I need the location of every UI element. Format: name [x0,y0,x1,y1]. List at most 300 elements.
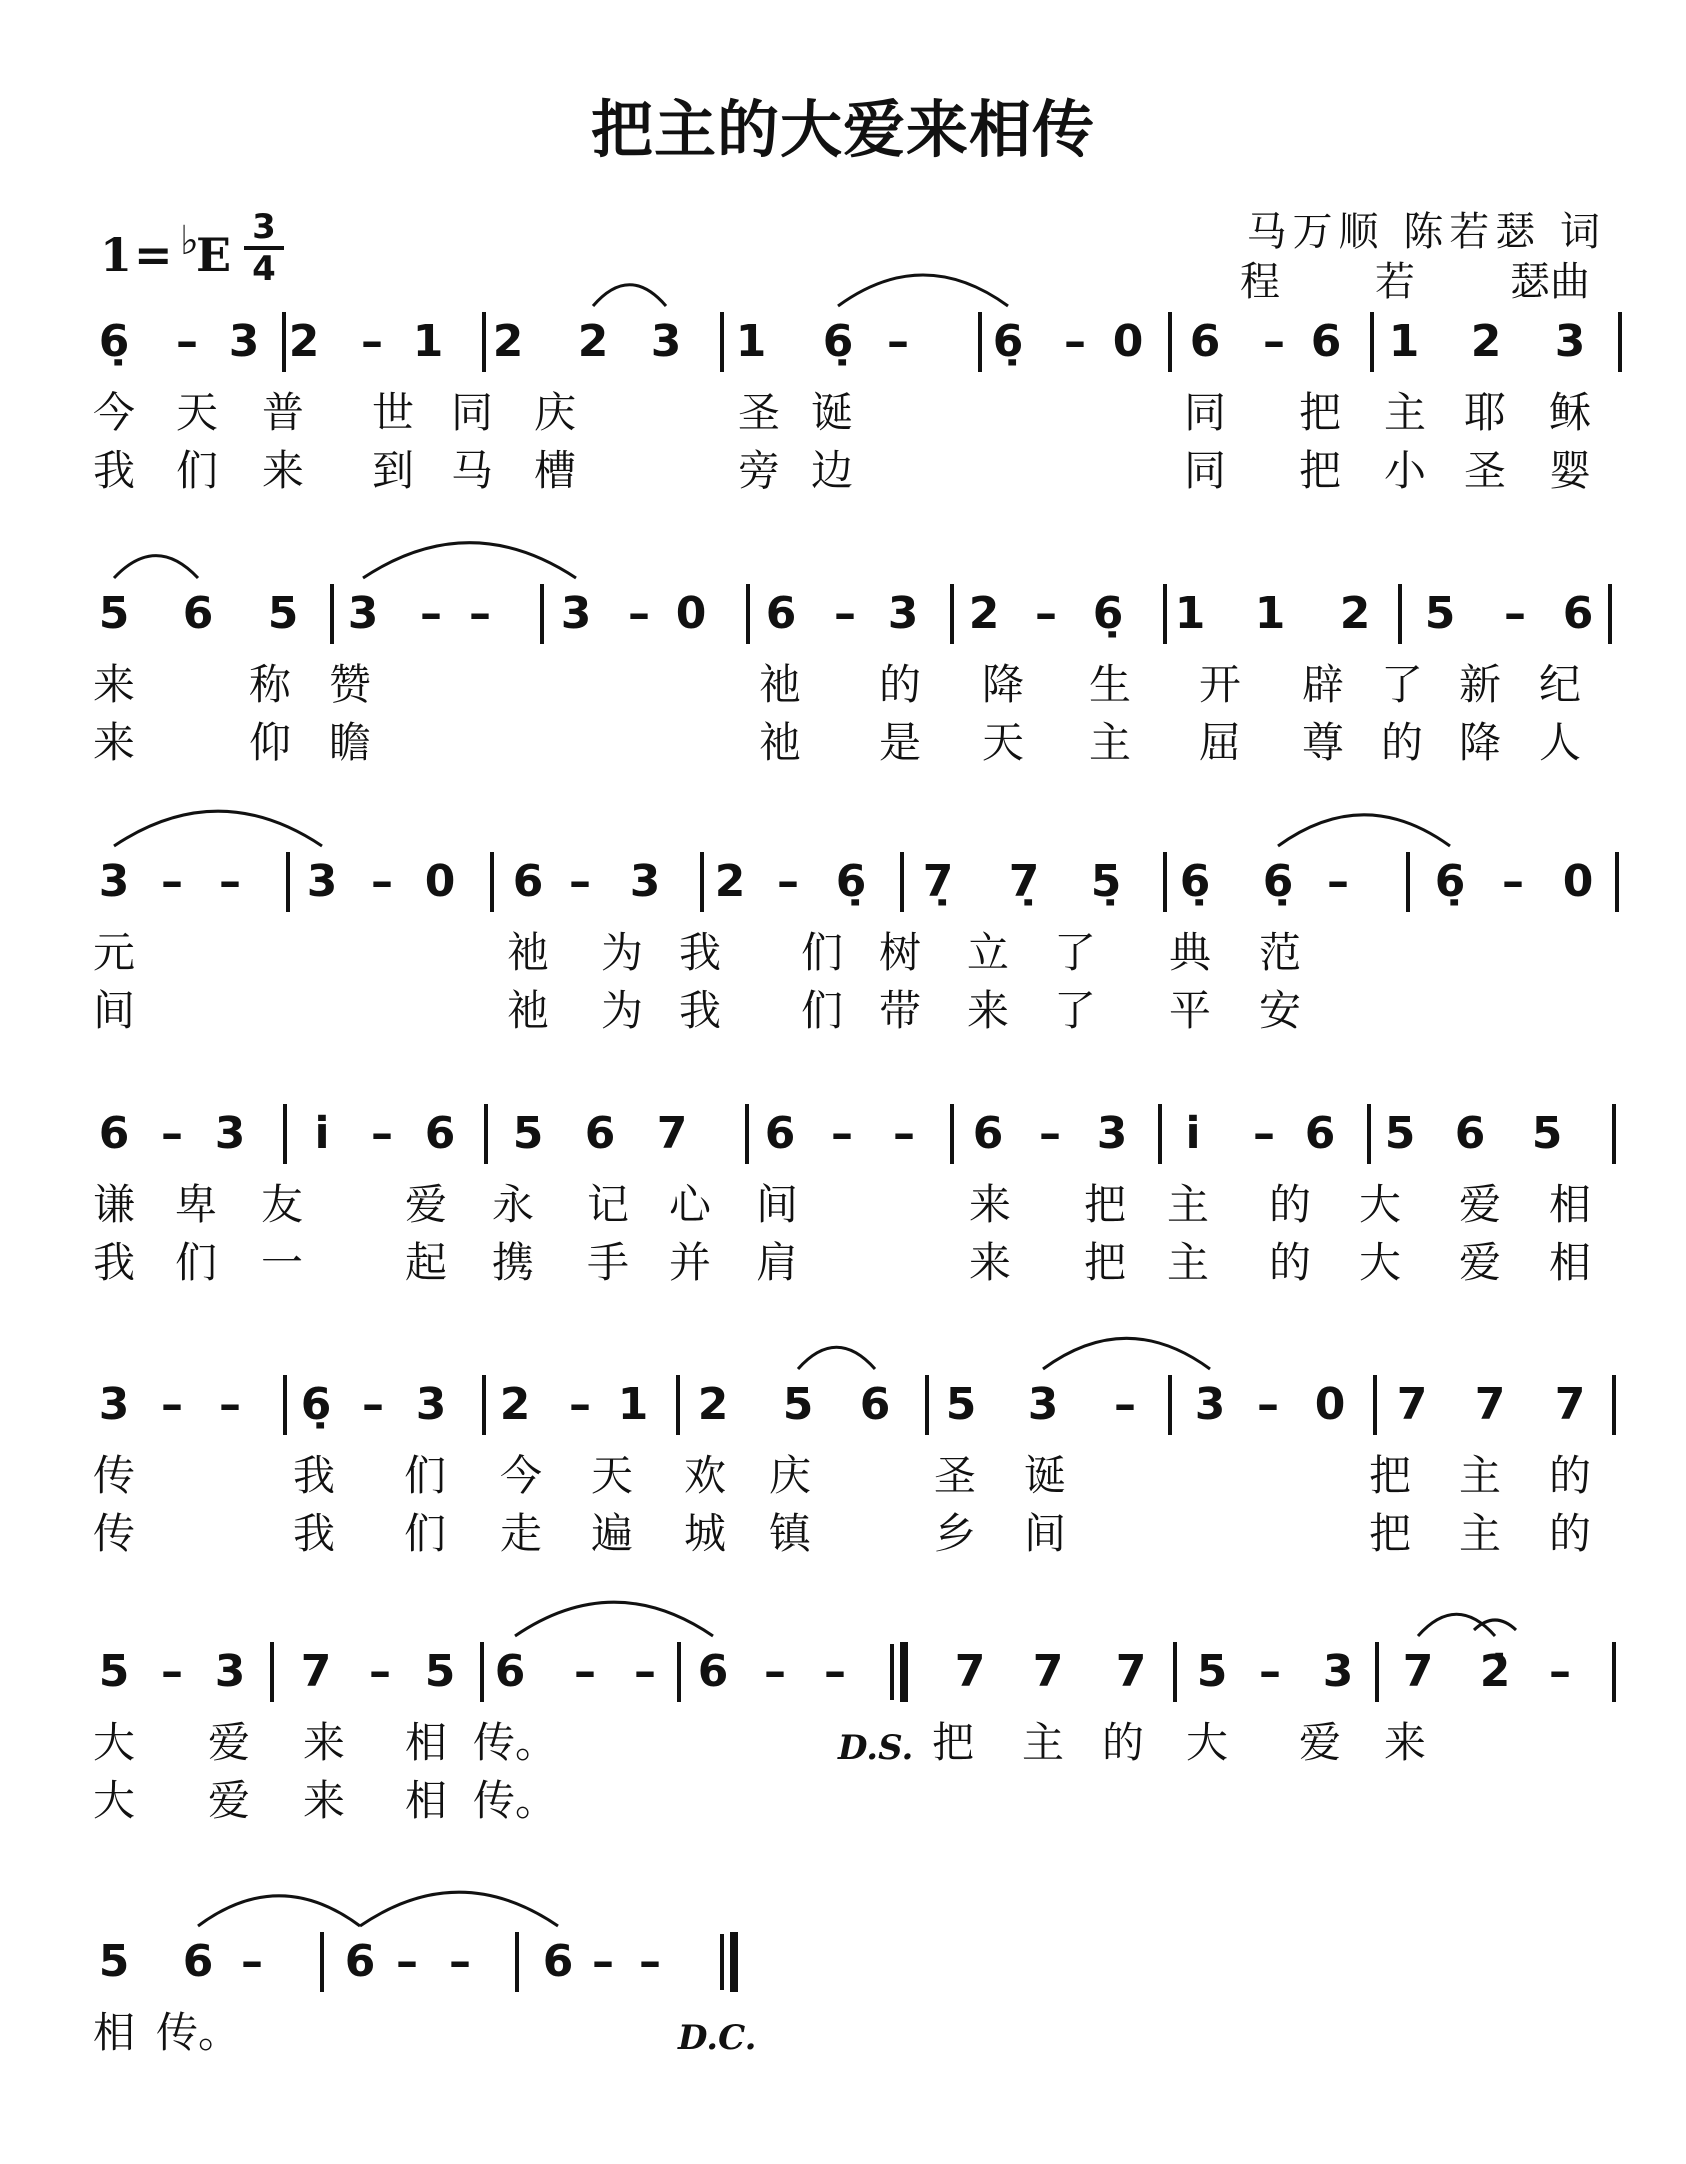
lyric-char: 们 [174,1238,218,1287]
jianpu-note: – [569,856,591,907]
slur [1278,815,1450,846]
lyric-char: 祂 [758,718,802,767]
jianpu-note: 6̣ [1179,856,1211,907]
time-signature [244,207,284,289]
dal-segno-marker: D.S. [838,1728,914,1768]
jianpu-note: 6 [859,1379,891,1430]
lyric-char: 把 [1083,1180,1127,1229]
time-signature-bottom: 4 [252,249,276,289]
jianpu-note: – [1504,588,1526,639]
lyric-char: 圣 [1463,446,1507,495]
lyric-char: 来 [1383,1718,1427,1767]
lyric-char: 主 [1088,718,1132,767]
jianpu-note: – [420,588,442,639]
lyric-char: 走 [499,1509,543,1558]
bar-line [480,1642,484,1702]
jianpu-note: 5 [945,1379,977,1430]
lyric-char: 尊 [1301,718,1345,767]
lyric-char: 大 [1358,1180,1402,1229]
jianpu-note: 6 [972,1108,1004,1159]
lyric-char: 我 [292,1509,336,1558]
lyric-char: 一 [260,1238,304,1287]
jianpu-note: 5 [1196,1646,1228,1697]
jianpu-note: – [449,1936,471,1987]
lyric-char: 仰 [248,718,292,767]
jianpu-note: 6̣ [835,856,867,907]
jianpu-note: – [887,316,909,367]
jianpu-note: 6 [764,1108,796,1159]
lyric-char: 相 [404,1718,448,1767]
lyric-char: 主 [1021,1718,1065,1767]
lyric-char: 大 [92,1718,136,1767]
jianpu-note: 6 [182,588,214,639]
bar-line [482,1375,486,1435]
jianpu-note: 0 [1314,1379,1346,1430]
jianpu-note: 3 [650,316,682,367]
lyric-char: 旁 [737,446,781,495]
lyric-char: 主 [1458,1509,1502,1558]
lyric-char: 相 [404,1776,448,1825]
lyric-char: 今 [499,1451,543,1500]
jianpu-note: 5 [1384,1108,1416,1159]
lyric-char: 大 [1358,1238,1402,1287]
composer-char: 程 [1240,259,1280,305]
lyric-char: 携 [491,1238,535,1287]
lyric-char: 来 [302,1718,346,1767]
lyric-char: 同 [450,388,494,437]
lyric-char: 耶 [1463,388,1507,437]
lyric-char: 马 [450,446,494,495]
jianpu-note: 7 [954,1646,986,1697]
jianpu-note: – [219,1379,241,1430]
lyric-char: 起 [404,1238,448,1287]
slur [114,556,198,578]
jianpu-note: 2 [697,1379,729,1430]
bar-line [515,1932,519,1992]
bar-line [1406,852,1410,912]
lyric-char: 开 [1198,660,1242,709]
jianpu-note: 3 [347,588,379,639]
lyric-char: 镇 [768,1509,812,1558]
lyric-char: 把 [1298,388,1342,437]
jianpu-note: 1 [1254,588,1286,639]
jianpu-note: – [241,1936,263,1987]
lyric-char: 乡 [933,1509,977,1558]
lyric-char: 的 [878,660,922,709]
jianpu-note: 2 [492,316,524,367]
lyric-char: 称 [248,660,292,709]
jianpu-note: 6̣ [1434,856,1466,907]
lyric-char: 谦 [92,1180,136,1229]
slur [838,275,1008,306]
jianpu-note: – [161,1646,183,1697]
jianpu-note: 3 [1554,316,1586,367]
bar-line [745,1104,749,1164]
lyric-char: 屈 [1198,718,1242,767]
jianpu-note: 7 [1396,1379,1428,1430]
lyric-char: 主 [1166,1180,1210,1229]
jianpu-note: 6 [584,1108,616,1159]
lyric-char: 爱 [207,1776,251,1825]
lyric-char: 今 [92,388,136,437]
jianpu-note: – [362,1379,384,1430]
jianpu-note: – [371,856,393,907]
lyric-char: 是 [878,718,922,767]
jianpu-note: 2 [577,316,609,367]
lyric-char: 婴 [1548,446,1592,495]
lyric-char: 庆 [768,1451,812,1500]
jianpu-note: 7̣ [1008,856,1040,907]
bar-line [1367,1104,1371,1164]
jianpu-note: 2 [1339,588,1371,639]
bar-line [330,584,334,644]
slur [1043,1338,1210,1369]
lyric-char: 新 [1458,660,1502,709]
jianpu-note: 2 [714,856,746,907]
lyric-char: 小 [1383,446,1427,495]
jianpu-note: 5 [98,588,130,639]
jianpu-note: 7 [656,1108,688,1159]
jianpu-note: 7 [1402,1646,1434,1697]
lyric-char: 降 [981,660,1025,709]
bar-line [1618,312,1622,372]
lyric-char: 传。 [155,2008,241,2057]
lyric-char: 相 [1548,1180,1592,1229]
bar-line [950,584,954,644]
lyric-char: 我 [678,928,722,977]
jianpu-note: – [1064,316,1086,367]
jianpu-note: 5 [782,1379,814,1430]
jianpu-note: – [161,1379,183,1430]
jianpu-note: – [1035,588,1057,639]
slur [1418,1614,1495,1636]
lyric-char: 我 [292,1451,336,1500]
lyric-char: 永 [491,1180,535,1229]
lyric-char: 槽 [533,446,577,495]
lyric-char: 的 [1548,1451,1592,1500]
jianpu-note: 6 [512,856,544,907]
lyric-char: 传。 [472,1776,558,1825]
lyric-char: 立 [966,928,1010,977]
lyric-char: 把 [1368,1509,1412,1558]
bar-line [484,1104,488,1164]
bar-line [1370,312,1374,372]
jianpu-note: – [824,1646,846,1697]
jianpu-note: 2 [1470,316,1502,367]
lyric-char: 们 [800,928,844,977]
jianpu-note: 6 [424,1108,456,1159]
jianpu-note: 6 [182,1936,214,1987]
page-title: 把主的大爱来相传 [590,93,1095,166]
jianpu-note: 6 [765,588,797,639]
jianpu-note: – [1114,1379,1136,1430]
jianpu-note: – [592,1936,614,1987]
time-signature-top: 3 [252,207,276,247]
jianpu-note: – [469,588,491,639]
jianpu-note: – [1253,1108,1275,1159]
jianpu-note: 5 [98,1936,130,1987]
lyric-char: 的 [1380,718,1424,767]
bar-line [286,852,290,912]
lyric-char: 来 [966,986,1010,1035]
bar-line [1615,852,1619,912]
lyric-char: 来 [261,446,305,495]
lyric-char: 的 [1268,1180,1312,1229]
lyric-char: 到 [371,446,415,495]
jianpu-note: 5 [1531,1108,1563,1159]
composer-char: 瑟曲 [1510,259,1590,305]
lyric-char: 祂 [506,986,550,1035]
jianpu-note: 6 [1310,316,1342,367]
lyric-char: 边 [810,446,854,495]
jianpu-note: 6̣ [98,316,130,367]
jianpu-note: – [834,588,856,639]
jianpu-note: 6 [1454,1108,1486,1159]
lyric-char: 来 [968,1238,1012,1287]
jianpu-note: 6̣ [300,1379,332,1430]
slur [198,1896,360,1926]
bar-line [676,1375,680,1435]
lyric-char: 了 [1053,928,1097,977]
jianpu-note: – [1502,856,1524,907]
bar-line [950,1104,954,1164]
jianpu-note: 2̇ [1479,1646,1511,1697]
jianpu-note: 3 [98,856,130,907]
slur [593,285,666,306]
lyric-char: 友 [260,1180,304,1229]
lyric-char: 普 [261,388,305,437]
lyric-char: 祂 [506,928,550,977]
jianpu-note: 5 [98,1646,130,1697]
lyric-char: 为 [600,986,644,1035]
lyric-char: 并 [668,1238,712,1287]
jianpu-note: – [1549,1646,1571,1697]
jianpu-note: 6 [1304,1108,1336,1159]
lyric-char: 相 [1548,1238,1592,1287]
jianpu-note: – [369,1646,391,1697]
key-signature-prefix: 1= [100,228,175,282]
jianpu-note: 3 [1096,1108,1128,1159]
bar-line [1163,584,1167,644]
jianpu-note: 6̣ [992,316,1024,367]
lyric-char: 们 [403,1509,447,1558]
jianpu-note: 7 [1554,1379,1586,1430]
jianpu-note: 5 [424,1646,456,1697]
bar-line [1163,852,1167,912]
bar-line [1612,1375,1616,1435]
jianpu-note: 7 [1115,1646,1147,1697]
lyric-char: 稣 [1548,388,1592,437]
jianpu-note: – [893,1108,915,1159]
lyric-char: 把 [1083,1238,1127,1287]
jianpu-note: 3 [629,856,661,907]
fermata-icon [1474,1620,1516,1630]
lyric-char: 的 [1548,1509,1592,1558]
lyric-char: 平 [1168,986,1212,1035]
lyric-char: 传 [92,1451,136,1500]
lyric-char: 的 [1268,1238,1312,1287]
jianpu-note: 0 [675,588,707,639]
lyric-char: 我 [92,1238,136,1287]
bar-line [730,1932,738,1992]
jianpu-note: – [628,588,650,639]
lyric-char: 天 [981,718,1025,767]
jianpu-note: 5 [512,1108,544,1159]
bar-line [1612,1642,1616,1702]
jianpu-note: 6 [98,1108,130,1159]
jianpu-note: 1 [1388,316,1420,367]
lyric-char: 来 [302,1776,346,1825]
jianpu-note: 3 [228,316,260,367]
jianpu-note: i̇ [1185,1108,1201,1159]
slur [360,1892,558,1926]
jianpu-note: – [1327,856,1349,907]
jianpu-note: 2 [499,1379,531,1430]
lyric-char: 来 [92,718,136,767]
lyric-char: 天 [590,1451,634,1500]
lyric-char: 间 [1023,1509,1067,1558]
jianpu-note: 3 [1322,1646,1354,1697]
lyric-char: 辟 [1301,660,1345,709]
lyric-char: 诞 [1023,1451,1067,1500]
jianpu-note: 6 [1189,316,1221,367]
lyric-char: 爱 [404,1180,448,1229]
lyric-char: 了 [1053,986,1097,1035]
lyric-char: 肩 [755,1238,799,1287]
jianpu-note: 6 [1562,588,1594,639]
lyric-char: 世 [371,388,415,437]
lyric-char: 祂 [758,660,802,709]
jianpu-note: – [161,856,183,907]
jianpu-note: 1 [735,316,767,367]
composer-char: 若 [1375,259,1415,305]
lyric-char: 相 [92,2008,136,2057]
jianpu-note: – [764,1646,786,1697]
lyric-char: 的 [1101,1718,1145,1767]
lyric-char: 我 [92,446,136,495]
lyric-char: 来 [968,1180,1012,1229]
lyric-char: 手 [586,1238,630,1287]
lyric-char: 圣 [737,388,781,437]
lyric-char: 主 [1383,388,1427,437]
lyric-char: 们 [800,986,844,1035]
bar-line [270,1642,274,1702]
slur [798,1347,875,1369]
lyric-char: 为 [600,928,644,977]
bar-line [1173,1642,1177,1702]
key-signature-note: E [196,228,232,282]
jianpu-note: 3 [887,588,919,639]
lyric-char: 遍 [590,1509,634,1558]
slur [515,1602,713,1636]
lyric-char: 把 [1368,1451,1412,1500]
jianpu-note: – [777,856,799,907]
jianpu-note: 3 [214,1646,246,1697]
lyric-char: 典 [1168,928,1212,977]
lyricist-credit: 马万顺 陈若瑟 词 [1246,209,1606,255]
jianpu-note: 5 [1424,588,1456,639]
lyric-char: 生 [1088,660,1132,709]
bar-line [1168,312,1172,372]
lyric-char: 爱 [1458,1180,1502,1229]
jianpu-note: – [1257,1379,1279,1430]
lyric-char: 爱 [207,1718,251,1767]
bar-line [1158,1104,1162,1164]
jianpu-note: 6̣ [1092,588,1124,639]
bar-line [1612,1104,1616,1164]
jianpu-note: – [371,1108,393,1159]
flat-sign: ♭ [180,218,199,264]
jianpu-note: 7 [300,1646,332,1697]
jianpu-note: – [396,1936,418,1987]
lyric-char: 纪 [1538,660,1582,709]
lyric-char: 记 [586,1180,630,1229]
lyric-char: 来 [92,660,136,709]
bar-line [490,852,494,912]
bar-line [720,312,724,372]
bar-line [1375,1642,1379,1702]
jianpu-note: 0 [1562,856,1594,907]
bar-line [1168,1375,1172,1435]
jianpu-note: 6 [697,1646,729,1697]
lyric-char: 同 [1183,388,1227,437]
jianpu-note: 7̣ [922,856,954,907]
lyric-char: 欢 [683,1451,727,1500]
jianpu-note: 3 [1194,1379,1226,1430]
jianpu-note: 1 [1174,588,1206,639]
lyric-char: 带 [878,986,922,1035]
jianpu-note: – [569,1379,591,1430]
lyric-char: 天 [175,388,219,437]
jianpu-note: 2 [288,316,320,367]
jianpu-note: – [1039,1108,1061,1159]
jianpu-note: 6̣ [1262,856,1294,907]
jianpu-note: 3 [214,1108,246,1159]
lyric-char: 瞻 [328,718,372,767]
lyric-char: 赞 [328,660,372,709]
jianpu-note: 6 [344,1936,376,1987]
lyric-char: 传 [92,1509,136,1558]
lyric-char: 诞 [810,388,854,437]
lyric-char: 卑 [174,1180,218,1229]
lyric-char: 我 [678,986,722,1035]
jianpu-note: 2 [968,588,1000,639]
lyric-char: 元 [92,928,136,977]
lyric-char: 人 [1538,718,1582,767]
slur [114,811,322,846]
jianpu-note: – [574,1646,596,1697]
bar-line [925,1375,929,1435]
bar-line [283,1375,287,1435]
jianpu-note: – [639,1936,661,1987]
jianpu-note: 3 [306,856,338,907]
jianpu-note: 6̣ [822,316,854,367]
lyric-char: 大 [1185,1718,1229,1767]
lyric-char: 城 [683,1509,727,1558]
lyric-char: 间 [92,986,136,1035]
lyric-char: 庆 [533,388,577,437]
jianpu-note: – [1263,316,1285,367]
bar-line [700,852,704,912]
jianpu-note: 1 [617,1379,649,1430]
slur [363,543,576,578]
jianpu-note: – [361,316,383,367]
jianpu-note: – [176,316,198,367]
bar-line [746,584,750,644]
bar-line [482,312,486,372]
lyric-char: 把 [1298,446,1342,495]
lyric-char: 大 [92,1776,136,1825]
